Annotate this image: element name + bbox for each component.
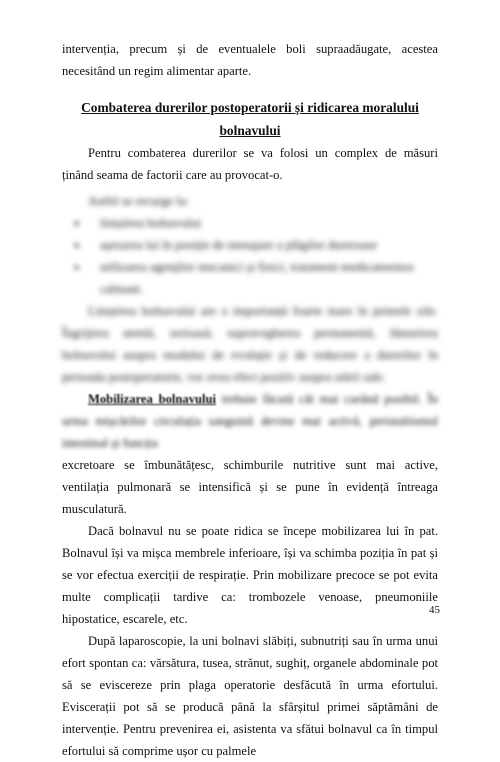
paragraph-excretion: excretoare se îmbunătățesc, schimburile nutritive sunt mai active, ventilația pulmonară se intensifică și se pune în evidență întreaga musculatură.	[62, 458, 438, 516]
blurred-paragraph: Liniștirea bolnavului are o importanță foarte mare în primele zile. Îngrijirea atentă, serioasă, supravegherea permanentă, lămurirea bolnavului asupra modului de evoluție și de reducere a durerilor în perioada postoperatorie, vor avea efect pozitiv asupra stării sale.	[62, 304, 438, 384]
page-number: 45	[429, 604, 440, 616]
section-heading: Combaterea durerilor postoperatorii și ridicarea moralului bolnavului	[81, 100, 419, 138]
mobilization-paragraph-start	[62, 388, 438, 454]
paragraph-bed-mobilization: Dacă bolnavul nu se poate ridica se începe mobilizarea lui în pat. Bolnavul își va mișca membrele inferioare, își va schimba poziția în pat și se vor efectua exerciții de respirație. Prin mobilizare precoce se pot evita multe complicații tardive ca: trombozele venoase, pneumoniile hipostatice, escarele, etc.	[62, 524, 438, 626]
blurred-intro-text: Astfel se recurge la:	[88, 194, 189, 208]
bullet-item: ● utilizarea agenților mecanici și fizici, tratament medicamentos calmant.	[100, 256, 438, 300]
intro-paragraph: intervenția, precum și de eventualele boli supraadăugate, acestea necesitând un regim alimentar aparte.	[62, 42, 438, 78]
paragraph-laparoscopy: După laparoscopie, la uni bolnavi slăbiți, subnutriți sau în urma unui efort spontan ca: vărsătura, tusea, strănut, sughiț, organele abdominale pot să se eviscereze prin plaga operatorie desfăcută în urma efortului. Eviscerații pot să se producă până la sfârșitul primei săptămâni de intervenție. Pentru prevenirea ei, asistenta va sfătui bolnavul ca în timpul efortului să comprime ușor cu palmele	[62, 634, 438, 758]
paragraph-pain-measures: Pentru combaterea durerilor se va folosi un complex de măsuri ținând seama de factorii care au provocat-o.	[62, 146, 438, 182]
bullet-item: ● așezarea lui în poziție de menajare a plăgilor dureroase	[100, 234, 438, 256]
blurred-mobilization-text: trebuie făcută cât mai curând posibil. În urma mișcărilor circulația sanguină devine mai activă, peristaltismul intestinal și funcția	[62, 392, 439, 450]
page-content	[62, 38, 438, 762]
blurred-bullet-list	[62, 212, 438, 300]
mobilization-subheading: Mobilizarea bolnavului	[88, 392, 217, 406]
bullet-item: ● liniștirea bolnavului	[100, 212, 438, 234]
